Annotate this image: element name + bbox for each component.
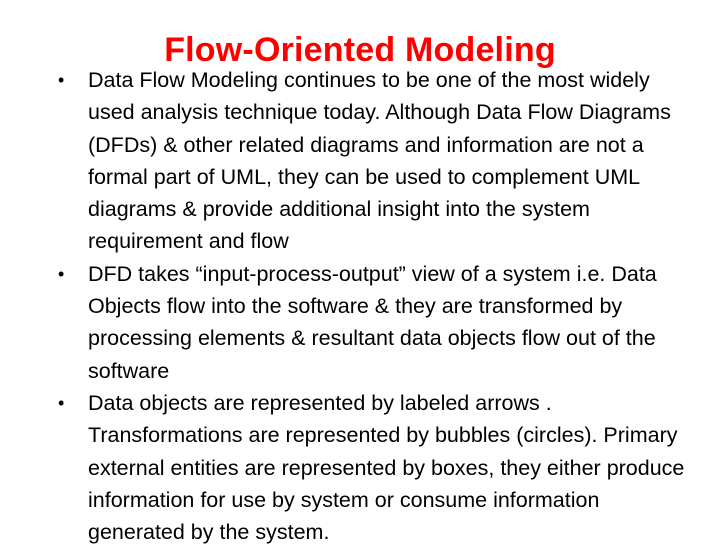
bullet-list [58, 64, 694, 548]
slide-title: Flow-Oriented Modeling [164, 31, 556, 69]
bullet-item [58, 64, 694, 258]
bullet-text: Data objects are represented by labeled arrows . Transformations are represented by bubbles (circles). Primary external entities are represented by boxes, they either produce information for use by system or consume information generated by the system. [88, 390, 685, 545]
bullet-marker: • [58, 263, 65, 284]
bullet-marker: • [58, 70, 65, 90]
bullet-marker: • [58, 392, 65, 413]
bullet-text: DFD takes “input-process-output” view of a system i.e. Data Objects flow into the software & they are transformed by processing elements & resultant data objects flow out of the software [88, 261, 657, 383]
bullet-item [58, 387, 694, 548]
bullet-text: Data Flow Modeling continues to be one of the most widely used analysis technique today. Although Data Flow Diagrams (DFDs) & other related diagrams and information are not a formal part of UML, they can be used to complement UML diagrams & provide additional insight into the system requirement and flow [88, 68, 671, 254]
bullet-item [58, 258, 694, 387]
